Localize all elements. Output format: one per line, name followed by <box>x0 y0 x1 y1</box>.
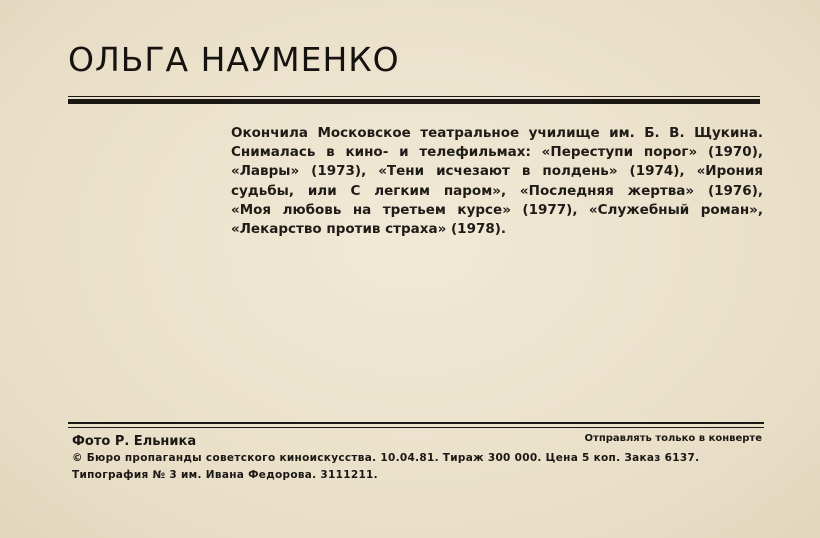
biography-text <box>231 124 763 239</box>
bio-line: «Моя любовь на третьем курсе» (1977), «Служебный роман», <box>231 201 763 218</box>
publisher-line: © Бюро пропаганды советского киноискусства. 10.04.81. Тираж 300 000. Цена 5 коп. Заказ 6137. <box>72 452 700 464</box>
bio-line: Снималась в кино- и телефильмах: «Переступи порог» (1970), <box>231 144 763 161</box>
bio-line: «Лекарство против страха» (1978). <box>231 221 507 238</box>
bio-line: Окончила Московское театральное училище им. Б. В. Щукина. <box>231 125 763 141</box>
title-rule-thin <box>68 96 760 97</box>
bio-line: «Лавры» (1973), «Тени исчезают в полдень» (1974), «Ирония <box>231 163 763 180</box>
actress-name-title: ОЛЬГА НАУМЕНКО <box>68 40 400 79</box>
footer-rule-thick <box>68 422 764 424</box>
title-rule-thick <box>68 99 760 104</box>
printer-line: Типография № 3 им. Ивана Федорова. 3111211. <box>72 469 378 481</box>
footer-rule-thin <box>68 427 764 428</box>
bio-line: судьбы, или С легким паром», «Последняя жертва» (1976), <box>231 182 763 199</box>
photo-credit: Фото Р. Ельника <box>72 434 197 449</box>
envelope-note: Отправлять только в конверте <box>584 433 762 444</box>
